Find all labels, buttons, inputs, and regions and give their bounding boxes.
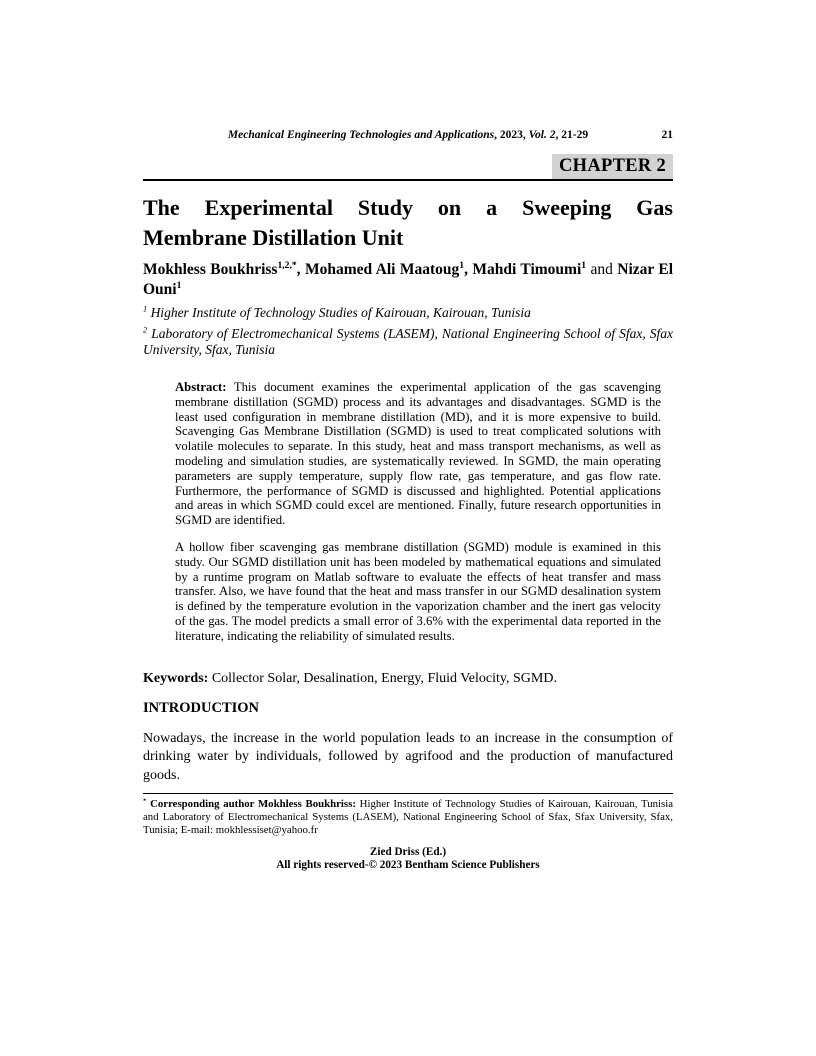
abstract-label: Abstract: [175,380,227,394]
abstract-block [175,380,661,644]
affiliation-2-text: Laboratory of Electromechanical Systems (LASEM), National Engineering School of Sfax, Sfax University, Sfax, Tunisia [143,326,673,357]
author-name-1: Mokhless Boukhriss [143,261,278,278]
title-line-1: The Experimental Study on a Sweeping Gas [143,195,673,220]
page-number: 21 [661,129,673,141]
author-separator-2: , [464,261,473,278]
author-separator-1: , [296,261,305,278]
citation-pages: , 21-29 [555,129,589,141]
abstract-paragraph-1-text: This document examines the experimental application of the gas scavenging membrane distillation (SGMD) process and its advantages and disadvantages. SGMD is the least used configuration in membrane distillation (MD), and it is more expensive to build. Scavenging Gas Membrane Distillation (SGMD) is used to treat complicated solutions with volatile molecules to separate. In this study, heat and mass transport mechanisms, as well as modeling and simulation studies, are systematically reviewed. In SGMD, the main operating parameters are supply temperature, supply flow rate, gas temperature, and gas flow rate. Furthermore, the performance of SGMD is discussed and highlighted. Potential applications and areas in which SGMD could excel are mentioned. Finally, future research opportunities in SGMD are identified. [175,380,661,528]
section-heading-introduction: INTRODUCTION [143,699,260,716]
footer-editor: Zied Driss (Ed.) [369,845,447,858]
authors-line [143,260,673,300]
running-header [143,128,673,142]
footnote-block [143,793,673,837]
title-line-2: Membrane Distillation Unit [143,225,404,250]
affiliation-1-superscript: 1 [143,304,148,314]
keywords-text: Collector Solar, Desalination, Energy, Fluid Velocity, SGMD. [208,670,557,686]
footnote-label: Corresponding author Mokhless Boukhriss: [146,797,356,810]
journal-citation [228,129,588,141]
author-name-4: Nizar El Ouni [143,261,674,298]
journal-name: Mechanical Engineering Technologies and Applications [227,129,495,141]
chapter-badge: CHAPTER 2 [552,154,673,179]
author-name-2: Mohamed Ali Maatoug [304,261,460,278]
footer-copyright: All rights reserved-© 2023 Bentham Science Publishers [276,859,540,872]
keywords-line [143,670,673,687]
keywords-label: Keywords: [143,670,209,686]
author-superscript-3: 1 [581,259,587,271]
footnote-marker: * [143,797,147,805]
paper-title [143,193,673,253]
affiliation-2 [143,326,673,358]
abstract-paragraph-1 [175,380,661,528]
abstract-paragraph-2: A hollow fiber scavenging gas membrane distillation (SGMD) module is examined in this study. Our SGMD distillation unit has been modeled by mathematical equations and simulated by a runtime program on Matlab software to evaluate the effects of heat transfer and mass transfer. Also, we have found that the heat and mass transfer in our SGMD desalination system is defined by the temperature evolution in the vaporization chamber and the inert gas velocity of the gas. The model predicts a small error of 3.6% with the experimental data reported in the literature, indicating the reliability of simulated results. [175,539,661,643]
citation-volume: Vol. 2 [528,129,556,141]
citation-year: , 2023, [494,129,529,141]
introduction-paragraph: Nowadays, the increase in the world population leads to an increase in the consumption of drinking water by individuals, followed by agrifood and the production of manufactured goods. [143,730,673,783]
author-superscript-4: 1 [176,279,182,291]
footnote-text [143,798,673,837]
author-superscript-2: 1 [459,259,465,271]
affiliations [143,305,673,358]
author-superscript-1: 1,2,* [277,259,297,271]
author-name-3: Mahdi Timoumi [472,261,582,278]
affiliation-1 [143,305,673,321]
affiliation-1-text: Higher Institute of Technology Studies of Kairouan, Kairouan, Tunisia [147,305,531,320]
footnote-body: Higher Institute of Technology Studies of Kairouan, Kairouan, Tunisia and Laboratory of Electromechanical Systems (LASEM), National Engineering School of Sfax, Sfax University, Sfax, Tunisia; E-mail: mokhlessiset@yahoo.fr [143,797,673,836]
chapter-rule [143,154,673,181]
affiliation-2-superscript: 2 [143,325,148,335]
author-separator-and: and [586,261,618,278]
book-footer [143,846,673,873]
